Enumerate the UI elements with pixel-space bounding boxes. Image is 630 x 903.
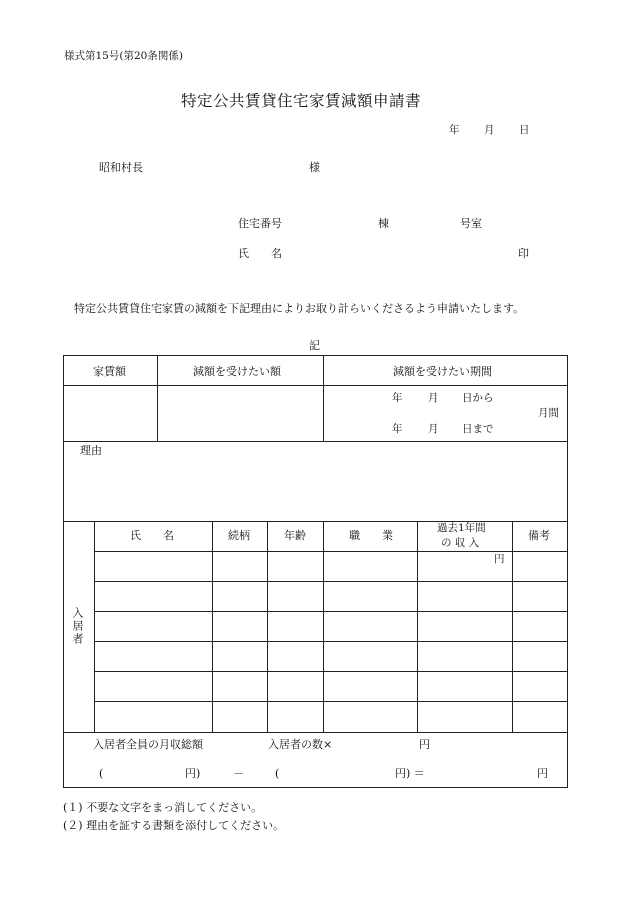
period-to-month: 月 — [428, 423, 439, 435]
table-line — [94, 521, 95, 732]
table-line — [512, 521, 513, 732]
table-line — [94, 581, 568, 582]
income-yen: 円 — [494, 553, 505, 565]
col-income-line1: 過去1年間 — [437, 522, 486, 534]
table-line — [267, 521, 268, 732]
note-1: (１) 不要な文字をまっ消してください。 — [63, 801, 263, 814]
table-line — [323, 521, 324, 732]
summary-yen: 円 — [419, 738, 430, 751]
table-line — [94, 551, 568, 552]
table-line — [94, 641, 568, 642]
table-line — [63, 441, 568, 442]
table-line — [63, 385, 568, 386]
date-month: 月 — [484, 124, 495, 136]
col-relation: 続柄 — [228, 529, 250, 542]
header-reduction-amount: 減額を受けたい額 — [193, 365, 281, 378]
formula-minus: － — [233, 767, 244, 780]
period-from-month: 月 — [428, 392, 439, 404]
reason-label: 理由 — [80, 444, 102, 457]
formula-yen-equals: 円) ＝ — [395, 767, 425, 780]
formula-yen-1: 円) — [185, 767, 201, 780]
request-text: 特定公共賃貸住宅家賃の減額を下記理由によりお取り計らいくださるよう申請いたします。 — [74, 302, 525, 315]
date-year: 年 — [449, 124, 460, 136]
table-line — [63, 732, 568, 733]
col-remarks: 備考 — [528, 529, 550, 542]
table-line — [94, 671, 568, 672]
period-months: 月間 — [538, 407, 559, 419]
table-line — [63, 521, 568, 522]
building-label: 棟 — [378, 217, 389, 230]
applicant-name-label: 氏 名 — [238, 247, 282, 260]
period-to-day: 日まで — [462, 423, 494, 435]
formula-yen-result: 円 — [537, 767, 548, 780]
table-line — [323, 355, 324, 441]
period-from-day: 日から — [462, 392, 494, 404]
occupants-label: 入居者 — [71, 607, 84, 646]
form-table — [63, 355, 568, 788]
col-occupation: 職 業 — [349, 529, 393, 542]
addressee-name: 昭和村長 — [99, 161, 143, 174]
table-line — [157, 355, 158, 441]
addressee-honorific: 様 — [309, 161, 320, 174]
period-to-year: 年 — [392, 423, 403, 435]
summary-total-label: 入居者全員の月収総額 — [93, 738, 203, 751]
table-line — [417, 521, 418, 732]
formula-open-1: ( — [99, 767, 104, 780]
room-label: 号室 — [460, 217, 482, 230]
header-rent: 家賃額 — [93, 365, 126, 378]
form-number: 様式第15号(第20条関係) — [64, 50, 183, 62]
table-line — [212, 521, 213, 732]
date-day: 日 — [519, 124, 530, 136]
ki-mark: 記 — [309, 339, 320, 352]
page-title: 特定公共賃貸住宅家賃減額申請書 — [181, 92, 422, 110]
col-name: 氏 名 — [130, 529, 174, 542]
summary-count-label: 入居者の数× — [268, 738, 333, 751]
seal-mark: 印 — [518, 247, 529, 260]
note-2: (２) 理由を証する書類を添付してください。 — [63, 819, 285, 832]
header-reduction-period: 減額を受けたい期間 — [393, 365, 492, 378]
table-line — [94, 701, 568, 702]
formula-open-2: ( — [275, 767, 280, 780]
col-income-line2: の 収 入 — [441, 537, 480, 549]
residence-label: 住宅番号 — [238, 217, 282, 230]
col-age: 年齢 — [284, 529, 306, 542]
period-from-year: 年 — [392, 392, 403, 404]
table-line — [94, 611, 568, 612]
